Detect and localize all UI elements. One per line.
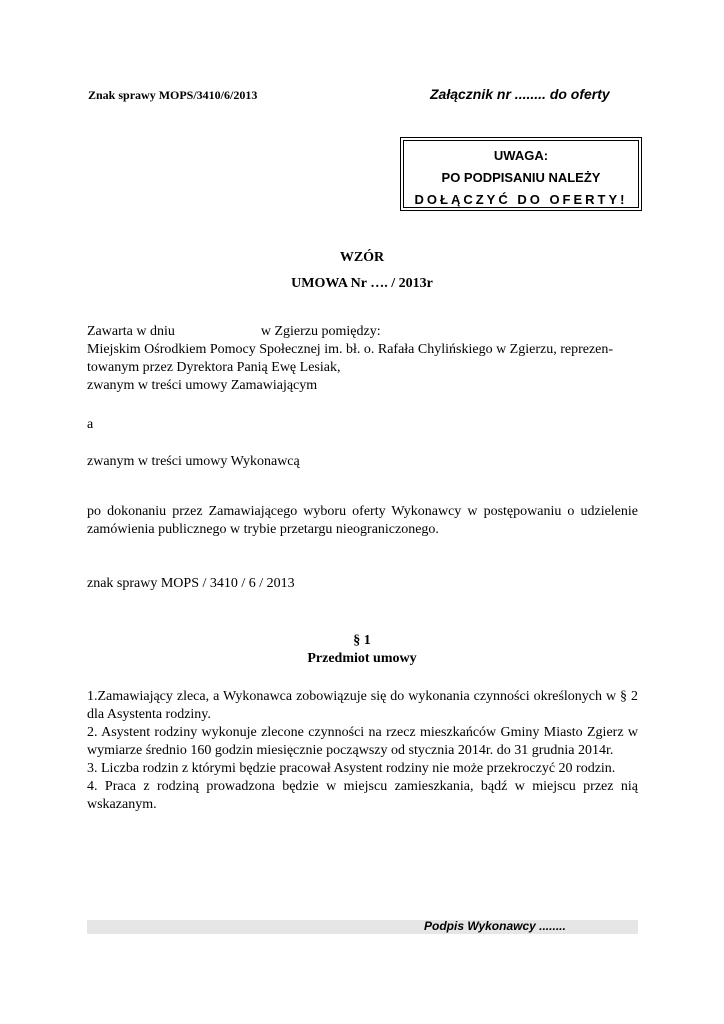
party2-line: zwanym w treści umowy Wykonawcą: [87, 454, 300, 469]
party1-line: Miejskim Ośrodkiem Pomocy Społecznej im. bł. o. Rafała Chylińskiego w Zgierzu, reprezen-: [87, 342, 614, 357]
contract-title: UMOWA Nr …. / 2013r: [291, 276, 433, 291]
notice-heading: UWAGA:: [493, 148, 549, 163]
section-items: [87, 688, 638, 814]
list-item: 1.Zamawiający zleca, a Wykonawca zobowiązuje się do wykonania czynności określonych w § 2 dla Asystenta rodziny.: [87, 689, 638, 722]
notice-box: [400, 137, 642, 211]
procedure-paragraph: po dokonaniu przez Zamawiającego wyboru oferty Wykonawcy w postępowaniu o udzielenie zamówienia publicznego w trybie przetargu nieograniczonego.: [87, 504, 638, 537]
template-title: WZÓR: [339, 250, 385, 265]
list-item: 3. Liczba rodzin z którymi będzie pracował Asystent rodziny nie może przekroczyć 20 rodzin.: [87, 761, 616, 776]
list-item: 4. Praca z rodziną prowadzona będzie w miejscu zamieszkania, bądź w miejscu przez nią wskazanym.: [87, 779, 638, 812]
notice-line: DOŁĄCZYĆ DO OFERTY!: [414, 192, 628, 207]
case-reference: znak sprawy MOPS / 3410 / 6 / 2013: [87, 576, 295, 591]
signature-label: Podpis Wykonawcy ........: [424, 919, 566, 933]
concluded-suffix: w Zgierzu pomiędzy:: [260, 324, 381, 339]
section-title: Przedmiot umowy: [307, 651, 417, 666]
notice-box-inner: [403, 140, 639, 208]
notice-line: PO PODPISANIU NALEŻY: [441, 170, 601, 185]
concluded-line: [87, 323, 638, 341]
list-item: 2. Asystent rodziny wykonuje zlecone czynności na rzecz mieszkańców Gminy Miasto Zgierz w wymiarze średnio 160 godzin miesięcznie począwszy od stycznia 2014r. do 31 grudnia 2014r.: [87, 725, 638, 758]
concluded-prefix: Zawarta w dniu: [87, 324, 175, 339]
section-number: § 1: [353, 633, 371, 648]
and-separator: a: [87, 417, 94, 432]
party1-line: towanym przez Dyrektora Panią Ewę Lesiak,: [87, 360, 341, 375]
annex-label: Załącznik nr ........ do oferty: [430, 86, 610, 102]
case-number: Znak sprawy MOPS/3410/6/2013: [88, 88, 258, 102]
party1-line: zwanym w treści umowy Zamawiającym: [87, 378, 318, 393]
